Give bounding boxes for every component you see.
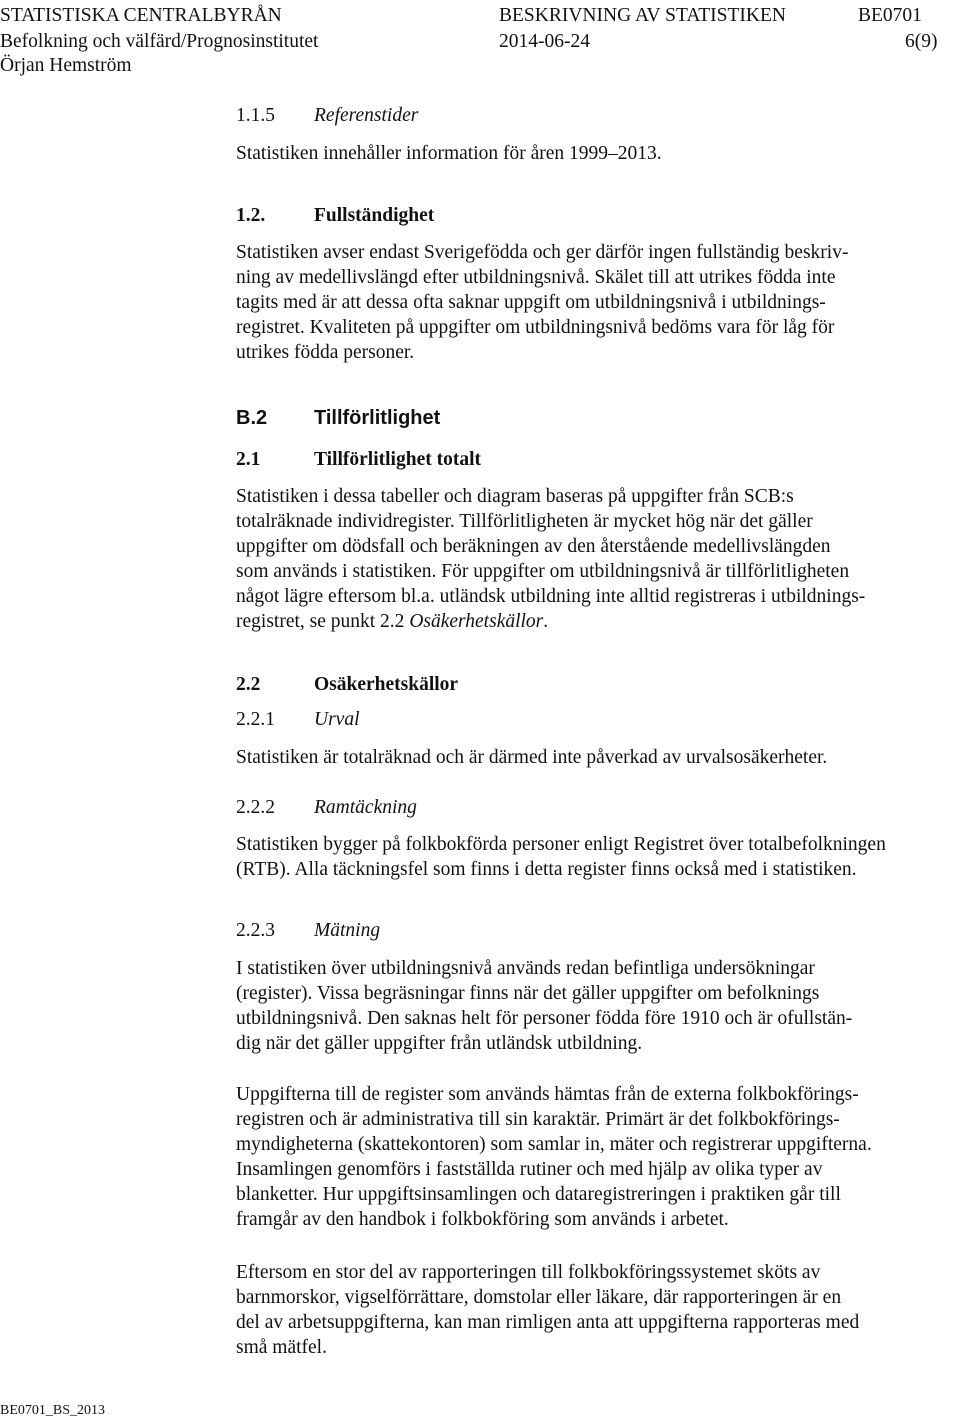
header-author: Örjan Hemström bbox=[0, 55, 132, 76]
paragraph-matning-2 bbox=[236, 1082, 948, 1232]
header-org: STATISTISKA CENTRALBYRÅN bbox=[0, 5, 282, 26]
heading-number: B.2 bbox=[236, 407, 268, 429]
heading-ramtackning bbox=[236, 795, 417, 821]
heading-fullstandighet bbox=[236, 203, 434, 229]
text-line: barnmorskor, vigselförrättare, domstolar eller läkare, där rapporteringen är en bbox=[236, 1287, 842, 1308]
text-line: (RTB). Alla täckningsfel som finns i detta register finns också med i statistiken. bbox=[236, 859, 857, 880]
heading-title: Tillförlitlighet bbox=[314, 407, 441, 429]
text-line: blanketter. Hur uppgiftsinsamlingen och dataregistreringen i praktiken går till bbox=[236, 1184, 841, 1205]
text-line: Statistiken avser endast Sverigefödda och ger därför ingen fullständig beskriv- bbox=[236, 242, 849, 263]
text-line: tagits med är att dessa ofta saknar uppgift om utbildningsnivå i utbildnings- bbox=[236, 292, 826, 313]
heading-urval bbox=[236, 707, 360, 733]
header-department: Befolkning och välfärd/Prognosinstitutet bbox=[0, 31, 319, 52]
heading-title: Ramtäckning bbox=[314, 797, 417, 818]
text-line: Statistiken är totalräknad och är därmed inte påverkad av urvalsosäkerheter. bbox=[236, 747, 828, 768]
text-line: små mätfel. bbox=[236, 1337, 327, 1358]
heading-number: 2.2.3 bbox=[236, 920, 275, 941]
text-line bbox=[236, 609, 948, 634]
text-line: registren och är administrativa till sin karaktär. Primärt är det folkbokförings- bbox=[236, 1109, 840, 1130]
text-line: (register). Vissa begräsningar finns när det gäller uppgifter om befolknings bbox=[236, 983, 820, 1004]
paragraph-matning-3 bbox=[236, 1260, 948, 1360]
text-segment: . bbox=[543, 611, 549, 632]
heading-number: 2.2.1 bbox=[236, 709, 275, 730]
paragraph-ramtackning bbox=[236, 832, 948, 882]
text-line: Eftersom en stor del av rapporteringen till folkbokföringssystemet sköts av bbox=[236, 1262, 821, 1283]
text-line: Statistiken innehåller information för åren 1999–2013. bbox=[236, 143, 662, 164]
text-line: utrikes födda personer. bbox=[236, 342, 415, 363]
text-segment: registret, se punkt 2.2 bbox=[236, 611, 410, 632]
text-line: registret. Kvaliteten på uppgifter om utbildningsnivå bedöms vara för låg för bbox=[236, 317, 835, 338]
text-line: Insamlingen genomförs i fastställda rutiner och med hjälp av olika typer av bbox=[236, 1159, 823, 1180]
paragraph-fullstandighet bbox=[236, 240, 948, 365]
text-line: framgår av den handbok i folkbokföring som används i arbetet. bbox=[236, 1209, 729, 1230]
heading-tillforlitlighet-totalt bbox=[236, 447, 481, 473]
heading-title: Tillförlitlighet totalt bbox=[314, 449, 481, 470]
paragraph-matning-1 bbox=[236, 956, 948, 1056]
paragraph-urval bbox=[236, 745, 948, 770]
paragraph-referenstider bbox=[236, 141, 948, 166]
paragraph-tillforlitlighet-totalt bbox=[236, 484, 948, 634]
heading-referenstider bbox=[236, 103, 418, 129]
cross-reference: Osäkerhetskällor bbox=[409, 611, 544, 632]
text-line: myndigheterna (skattekontoren) som samlar in, mäter och registrerar uppgifterna. bbox=[236, 1134, 872, 1155]
heading-number: 2.1 bbox=[236, 449, 261, 470]
heading-title: Mätning bbox=[314, 920, 381, 941]
text-line: Statistiken i dessa tabeller och diagram baseras på uppgifter från SCB:s bbox=[236, 486, 794, 507]
text-line: som används i statistiken. För uppgifter om utbildningsnivå är tillförlitligheten bbox=[236, 561, 850, 582]
text-line: I statistiken över utbildningsnivå används redan befintliga undersökningar bbox=[236, 958, 815, 979]
header-page-number: 6(9) bbox=[905, 31, 938, 52]
text-line: något lägre eftersom bl.a. utländsk utbildning inte alltid registreras i utbildnings- bbox=[236, 586, 866, 607]
text-line: Uppgifterna till de register som används hämtas från de externa folkbokförings- bbox=[236, 1084, 859, 1105]
heading-title: Fullständighet bbox=[314, 205, 435, 226]
header-date: 2014-06-24 bbox=[499, 31, 590, 52]
footer-doc-code: BE0701_BS_2013 bbox=[0, 1403, 106, 1418]
header-doc-code: BE0701 bbox=[858, 5, 922, 26]
text-line: Statistiken bygger på folkbokförda personer enligt Registret över totalbefolkningen bbox=[236, 834, 886, 855]
heading-number: 1.1.5 bbox=[236, 105, 275, 126]
text-line: utbildningsnivå. Den saknas helt för personer födda före 1910 och är ofullstän- bbox=[236, 1008, 853, 1029]
heading-number: 2.2.2 bbox=[236, 797, 275, 818]
text-line: totalräknade individregister. Tillförlitligheten är mycket hög när det gäller bbox=[236, 511, 813, 532]
heading-tillforlitlighet bbox=[236, 405, 440, 431]
heading-title: Referenstider bbox=[314, 105, 419, 126]
header-doc-type: BESKRIVNING AV STATISTIKEN bbox=[499, 5, 786, 26]
heading-matning bbox=[236, 918, 380, 944]
heading-title: Osäkerhetskällor bbox=[314, 674, 459, 695]
text-line: dig när det gäller uppgifter från utländsk utbildning. bbox=[236, 1033, 643, 1054]
heading-number: 2.2 bbox=[236, 674, 261, 695]
heading-title: Urval bbox=[314, 709, 360, 730]
text-line: uppgifter om dödsfall och beräkningen av den återstående medellivslängden bbox=[236, 536, 831, 557]
heading-osakerhetskallor bbox=[236, 672, 458, 698]
text-line: ning av medellivslängd efter utbildningsnivå. Skälet till att utrikes födda inte bbox=[236, 267, 836, 288]
text-line: del av arbetsuppgifterna, kan man rimligen anta att uppgifterna rapporteras med bbox=[236, 1312, 860, 1333]
heading-number: 1.2. bbox=[236, 205, 266, 226]
